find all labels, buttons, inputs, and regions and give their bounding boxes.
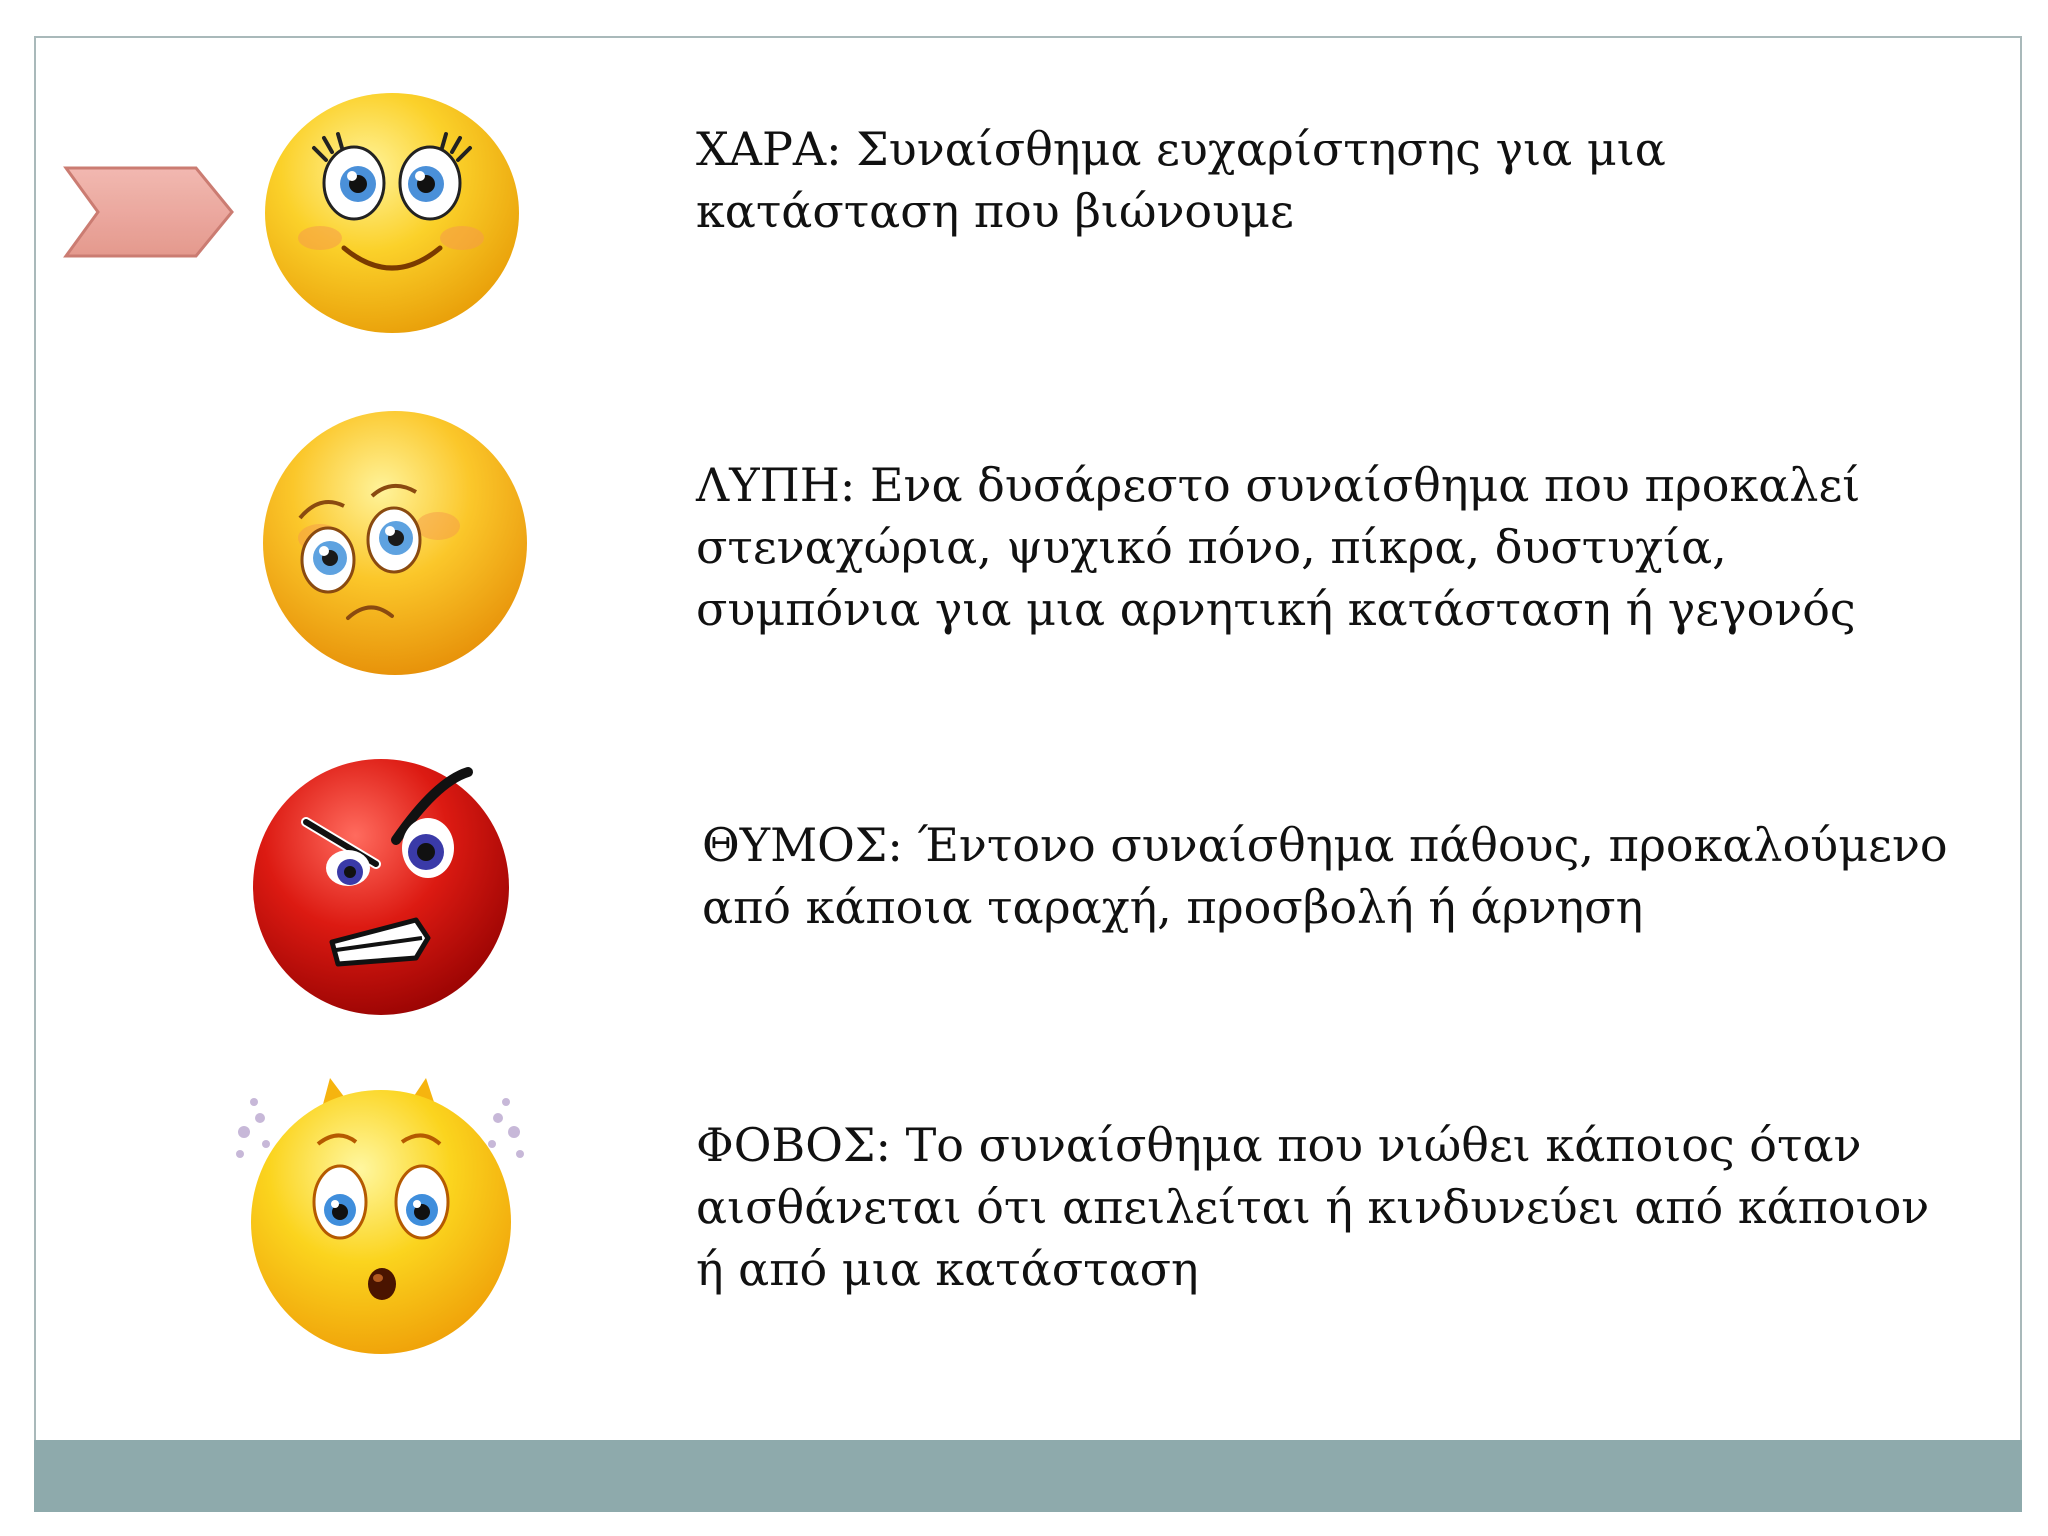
emotion-fear-line: ΦΟΒΟΣ: Το συναίσθημα που νιώθει κάποιος όταν <box>696 1118 1862 1172</box>
scared-face-icon <box>226 1072 536 1362</box>
emotion-joy-line: κατάσταση που βιώνουμε <box>696 184 1294 238</box>
sad-face-icon <box>260 408 530 678</box>
emotion-joy-line: ΧΑΡΑ: Συναίσθημα ευχαρίστησης για μια <box>696 122 1666 176</box>
emotion-sadness-line: στεναχώρια, ψυχικό πόνο, πίκρα, δυστυχία, <box>696 520 1727 574</box>
angry-face-icon <box>246 752 526 1017</box>
emotion-sadness-text <box>696 454 1860 640</box>
emotion-fear-line: ή από μια κατάσταση <box>696 1242 1199 1296</box>
happy-face-icon <box>262 88 522 338</box>
emotion-anger-text <box>702 814 1948 938</box>
emotion-joy-text <box>696 118 1666 242</box>
emotion-sadness-line: συμπόνια για μια αρνητική κατάσταση ή γεγονός <box>696 582 1856 636</box>
emotion-anger-line: ΘΥΜΟΣ: Έντονο συναίσθημα πάθους, προκαλούμενο <box>702 818 1948 872</box>
emotion-fear-line: αισθάνεται ότι απειλείται ή κινδυνεύει από κάποιον <box>696 1180 1930 1234</box>
emotion-sadness-line: ΛΥΠΗ: Ενα δυσάρεστο συναίσθημα που προκαλεί <box>696 458 1861 512</box>
chevron-arrow-icon <box>60 160 240 264</box>
footer-bar <box>34 1440 2022 1512</box>
emotion-anger-line: από κάποια ταραχή, προσβολή ή άρνηση <box>702 880 1644 934</box>
emotion-fear-text <box>696 1114 1929 1300</box>
